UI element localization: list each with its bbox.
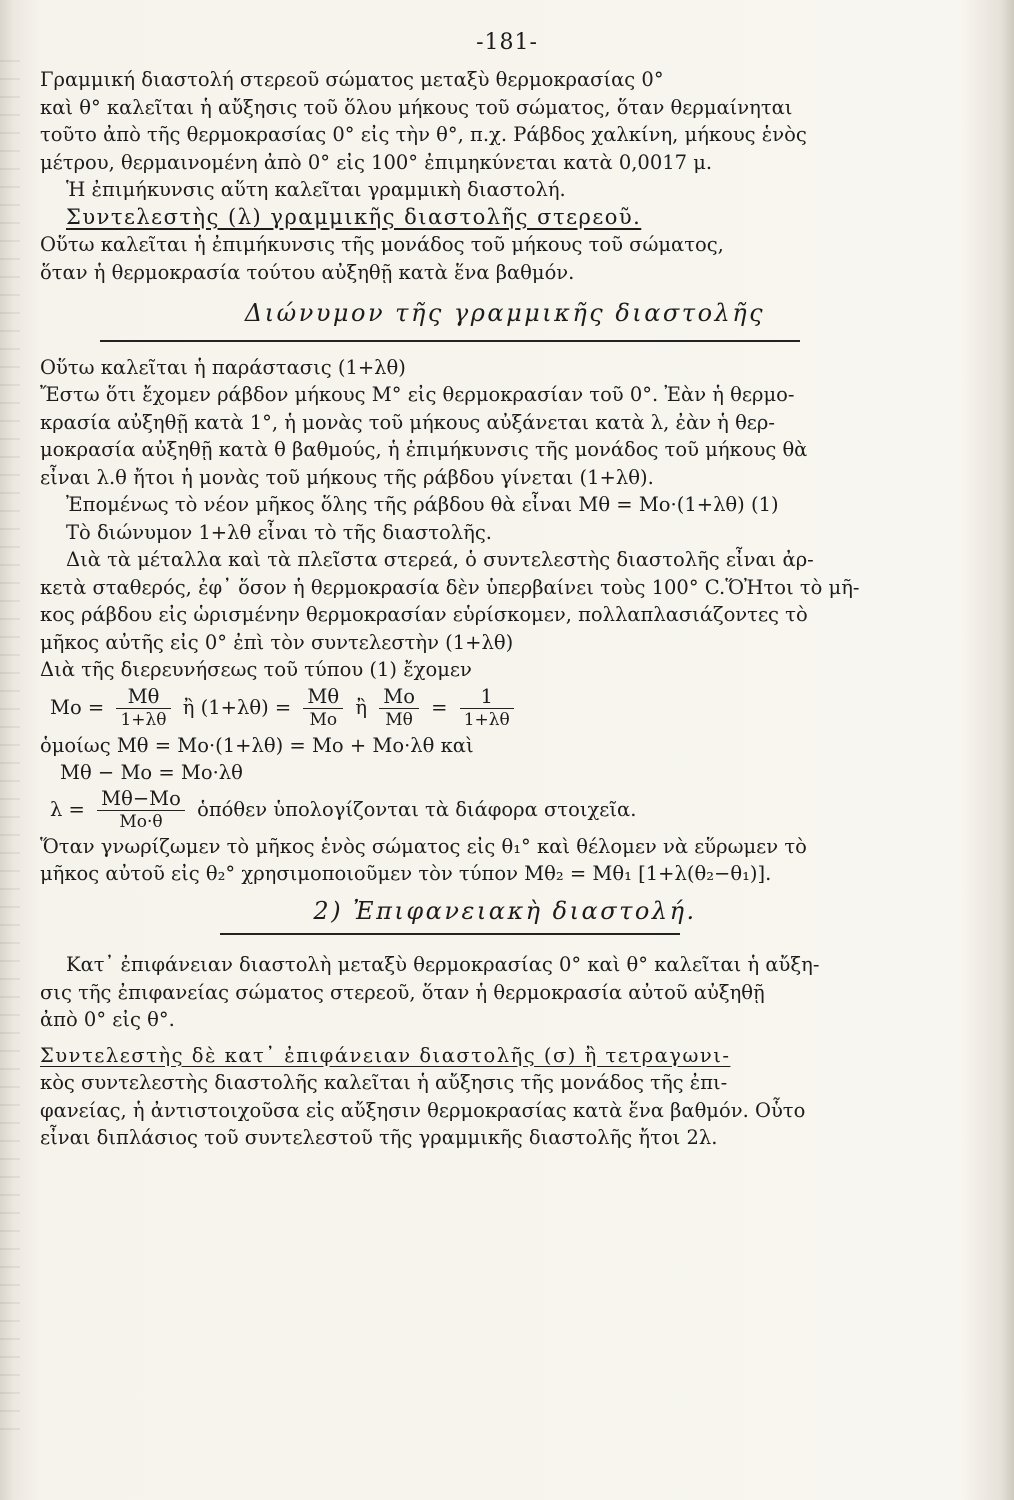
fraction: [116, 686, 170, 731]
text-line: εἶναι λ.θ ἤτοι ἡ μονὰς τοῦ μήκους τῆς ράβδου γίνεται (1+λθ).: [40, 465, 654, 489]
coefficient-title: Συντελεστὴς (λ) γραμμικῆς διαστολῆς στερεοῦ.: [66, 204, 642, 229]
text-line: κρασία αὐξηθῇ κατὰ 1°, ἡ μονὰς τοῦ μήκους αὐξάνεται κατὰ λ, ἐὰν ἡ θερ-: [40, 410, 775, 434]
fraction-denominator: Mo: [309, 709, 338, 730]
text-line: Διὰ τῆς διερευνήσεως τοῦ τύπου (1) ἔχομεν: [40, 658, 472, 681]
surface-coefficient: [40, 1042, 970, 1152]
surface-expansion-definition: [40, 951, 970, 1034]
section-heading-surface: 2) Ἐπιφανειακὴ διαστολή.: [313, 896, 697, 925]
text-line: μῆκος αὐτοῦ εἰς θ₂° χρησιμοποιοῦμεν τὸν τύπον Mθ₂ = Mθ₁ [1+λ(θ₂−θ₁)].: [40, 862, 772, 885]
fraction-numerator: Mθ: [303, 686, 343, 709]
fraction-numerator: Mθ−Mo: [97, 788, 185, 811]
formula-rearrangements: [40, 684, 970, 732]
text-line: κετὰ σταθερός, ἐφ᾽ ὅσον ἡ θερμοκρασία δὲν ὑπερβαίνει τοὺς 100° C.ὍἨτοι τὸ μῆ-: [40, 575, 860, 599]
text-line: Ὅταν γνωρίζωμεν τὸ μῆκος ἑνὸς σώματος εἰς θ₁° καὶ θέλομεν νὰ εὕρωμεν τὸ: [40, 834, 807, 858]
formula-term: λ =: [50, 797, 85, 821]
formula-line: Mθ − Mo = Mo·λθ: [60, 761, 243, 784]
formula-term: =: [431, 695, 448, 719]
fraction-numerator: 1: [460, 686, 514, 709]
text-line: κὸς συντελεστὴς διαστολῆς καλεῖται ἡ αὔξησις τῆς μονάδος τῆς ἐπι-: [40, 1071, 728, 1094]
left-margin-bleed-through: [0, 60, 20, 1440]
linear-expansion-definition: [40, 66, 970, 204]
formula-lambda: [40, 787, 970, 833]
text-line: Οὕτω καλεῖται ἡ ἐπιμήκυνσις τῆς μονάδος τοῦ μήκους τοῦ σώματος,: [40, 233, 724, 256]
text-line: μῆκος αὐτῆς εἰς 0° ἐπὶ τὸν συντελεστὴν (1+λθ): [40, 630, 514, 654]
fraction-denominator: Mθ: [385, 709, 413, 730]
heading-underline: [100, 340, 800, 342]
fraction: [303, 686, 343, 731]
text-line: Διὰ τὰ μέταλλα καὶ τὰ πλεῖστα στερεά, ὁ συντελεστὴς διαστολῆς εἶναι ἀρ-: [66, 548, 814, 571]
fraction-denominator: 1+λθ: [120, 709, 167, 730]
text-line: Οὕτω καλεῖται ἡ παράστασις (1+λθ): [40, 355, 406, 379]
text-line: μέτρου, θερμαινομένη ἀπὸ 0° εἰς 100° ἐπιμηκύνεται κατὰ 0,0017 μ.: [40, 150, 713, 174]
fraction-numerator: Mo: [379, 686, 419, 709]
text-line: Ἡ ἐπιμήκυνσις αὕτη καλεῖται γραμμικὴ διαστολή.: [66, 178, 566, 201]
binomial-paragraphs: [40, 354, 970, 684]
fraction: [97, 788, 185, 833]
text-line: ἀπὸ 0° εἰς θ°.: [40, 1008, 175, 1031]
page-body: [40, 66, 970, 1152]
text-line: Γραμμική διαστολή στερεοῦ σώματος μεταξὺ θερμοκρασίας 0°: [40, 68, 664, 91]
text-line: Κατ᾽ ἐπιφάνειαν διαστολὴ μεταξὺ θερμοκρασίας 0° καὶ θ° καλεῖται ἡ αὔξη-: [66, 953, 820, 976]
page-number: -181-: [476, 30, 538, 55]
section-heading-binomial: Διώνυμον τῆς γραμμικῆς διαστολῆς: [244, 299, 766, 327]
text-line: Τὸ διώνυμον 1+λθ εἶναι τὸ τῆς διαστολῆς.: [66, 520, 492, 544]
text-line: ὅταν ἡ θερμοκρασία τούτου αὐξηθῇ κατὰ ἕνα βαθμόν.: [40, 260, 575, 284]
text-line: σις τῆς ἐπιφανείας σώματος στερεοῦ, ὅταν ἡ θερμοκρασία αὐτοῦ αὐξηθῇ: [40, 980, 765, 1004]
fraction-denominator: Mo·θ: [119, 811, 163, 832]
fraction-numerator: Mθ: [116, 686, 170, 709]
text-line: εἶναι διπλάσιος τοῦ συντελεστοῦ τῆς γραμμικῆς διαστολῆς ἤτοι 2λ.: [40, 1126, 718, 1149]
text-line: φανείας, ἡ ἀντιστοιχοῦσα εἰς αὔξησιν θερμοκρασίας κατὰ ἕνα βαθμόν. Οὗτο: [40, 1098, 806, 1122]
formula-line: ὁμοίως Mθ = Mo·(1+λθ) = Mo + Mo·λθ καὶ: [40, 733, 474, 757]
formula-term: ἢ: [355, 695, 368, 719]
formula-term: ὁπόθεν ὑπολογίζονται τὰ διάφορα στοιχεῖα.: [197, 797, 637, 821]
text-line: Ἐπομένως τὸ νέον μῆκος ὅλης τῆς ράβδου θὰ εἶναι Mθ = Mo·(1+λθ) (1): [66, 493, 779, 516]
fraction-denominator: 1+λθ: [463, 709, 510, 730]
formula-term: Mo =: [50, 695, 105, 719]
text-line: Συντελεστὴς δὲ κατ᾽ ἐπιφάνειαν διαστολῆς (σ) ἢ τετραγωνι-: [40, 1043, 731, 1067]
formula-term: ἢ (1+λθ) =: [182, 695, 292, 719]
fraction: [460, 686, 514, 731]
text-line: κος ράβδου εἰς ὡρισμένην θερμοκρασίαν εὑρίσκομεν, πολλαπλασιάζοντες τὸ: [40, 603, 808, 626]
text-line: καὶ θ° καλεῖται ἡ αὔξησις τοῦ ὅλου μήκους τοῦ σώματος, ὅταν θερμαίνηται: [40, 95, 793, 119]
fraction: [379, 686, 419, 731]
heading-underline: [220, 933, 680, 935]
text-line: Ἔστω ὅτι ἔχομεν ράβδον μήκους M° εἰς θερμοκρασίαν τοῦ 0°. Ἐὰν ἡ θερμο-: [40, 383, 795, 406]
text-line: μοκρασία αὐξηθῇ κατὰ θ βαθμούς, ἡ ἐπιμήκυνσις τῆς μονάδος τοῦ μήκους θὰ: [40, 438, 808, 461]
text-line: τοῦτο ἀπὸ τῆς θερμοκρασίας 0° εἰς τὴν θ°, π.χ. Ράβδος χαλκίνη, μήκους ἑνὸς: [40, 123, 807, 146]
